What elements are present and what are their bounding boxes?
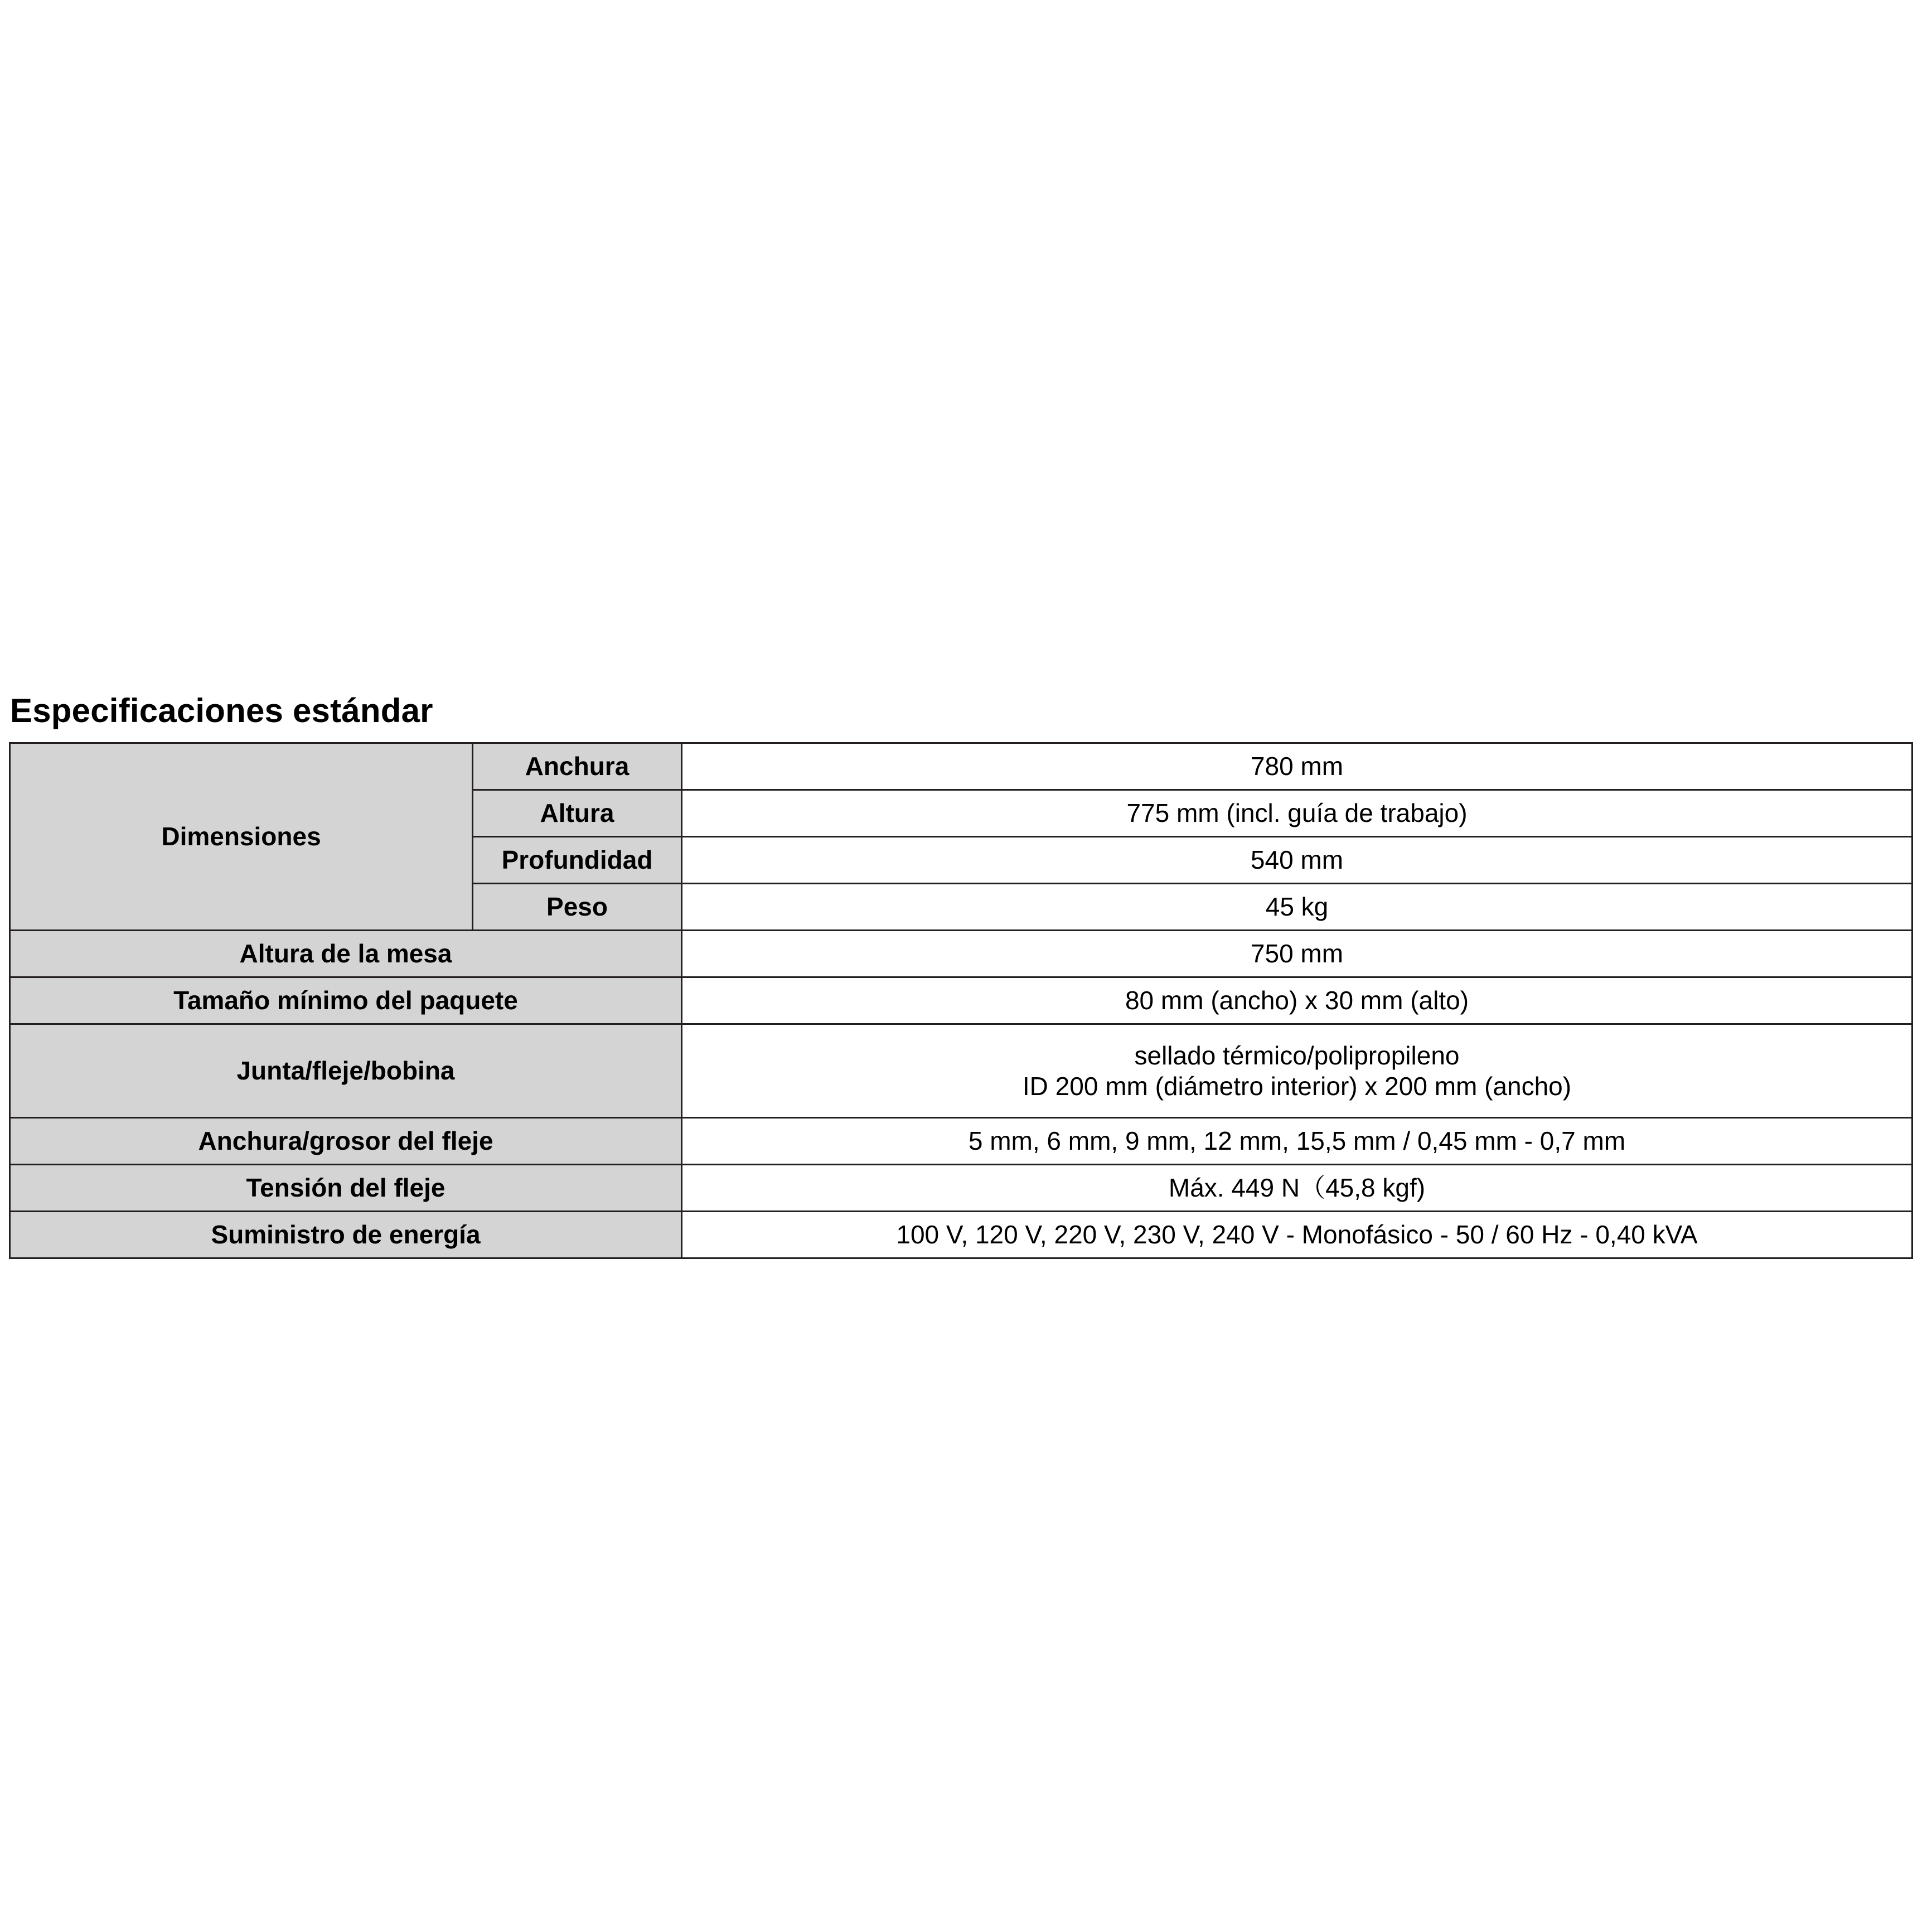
row-value-profundidad: 540 mm — [682, 837, 1912, 884]
row-sublabel-peso: Peso — [473, 884, 682, 931]
table-row — [10, 931, 1912, 977]
row-label-suministro-energia: Suministro de energía — [10, 1212, 682, 1258]
table-row — [10, 1212, 1912, 1258]
table-row — [10, 1118, 1912, 1165]
specifications-table — [9, 742, 1913, 1259]
row-value-peso: 45 kg — [682, 884, 1912, 931]
table-row — [10, 977, 1912, 1024]
row-sublabel-profundidad: Profundidad — [473, 837, 682, 884]
row-value-altura: 775 mm (incl. guía de trabajo) — [682, 790, 1912, 837]
row-label-dimensions: Dimensiones — [10, 743, 473, 931]
row-value-tension-fleje: Máx. 449 N（45,8 kgf) — [682, 1165, 1912, 1212]
specifications-block — [9, 691, 1921, 1259]
row-value-anchura-grosor-fleje: 5 mm, 6 mm, 9 mm, 12 mm, 15,5 mm / 0,45 mm - 0,7 mm — [682, 1118, 1912, 1165]
page-title: Especificaciones estándar — [10, 692, 433, 729]
table-row — [10, 1024, 1912, 1118]
table-row — [10, 743, 1912, 790]
row-value-altura-mesa: 750 mm — [682, 931, 1912, 977]
row-value-suministro-energia: 100 V, 120 V, 220 V, 230 V, 240 V - Monofásico - 50 / 60 Hz - 0,40 kVA — [682, 1212, 1912, 1258]
table-row — [10, 1165, 1912, 1212]
row-label-tamano-minimo-paquete: Tamaño mínimo del paquete — [10, 977, 682, 1024]
row-label-anchura-grosor-fleje: Anchura/grosor del fleje — [10, 1118, 682, 1165]
row-sublabel-altura: Altura — [473, 790, 682, 837]
row-value-junta-fleje-bobina — [682, 1024, 1912, 1118]
row-label-tension-fleje: Tensión del fleje — [10, 1165, 682, 1212]
row-sublabel-anchura: Anchura — [473, 743, 682, 790]
value-line: sellado térmico/polipropileno — [1134, 1041, 1460, 1071]
row-value-tamano-minimo-paquete: 80 mm (ancho) x 30 mm (alto) — [682, 977, 1912, 1024]
value-line: ID 200 mm (diámetro interior) x 200 mm (ancho) — [1022, 1071, 1572, 1101]
row-label-junta-fleje-bobina: Junta/fleje/bobina — [10, 1024, 682, 1118]
row-label-altura-mesa: Altura de la mesa — [10, 931, 682, 977]
row-value-anchura: 780 mm — [682, 743, 1912, 790]
